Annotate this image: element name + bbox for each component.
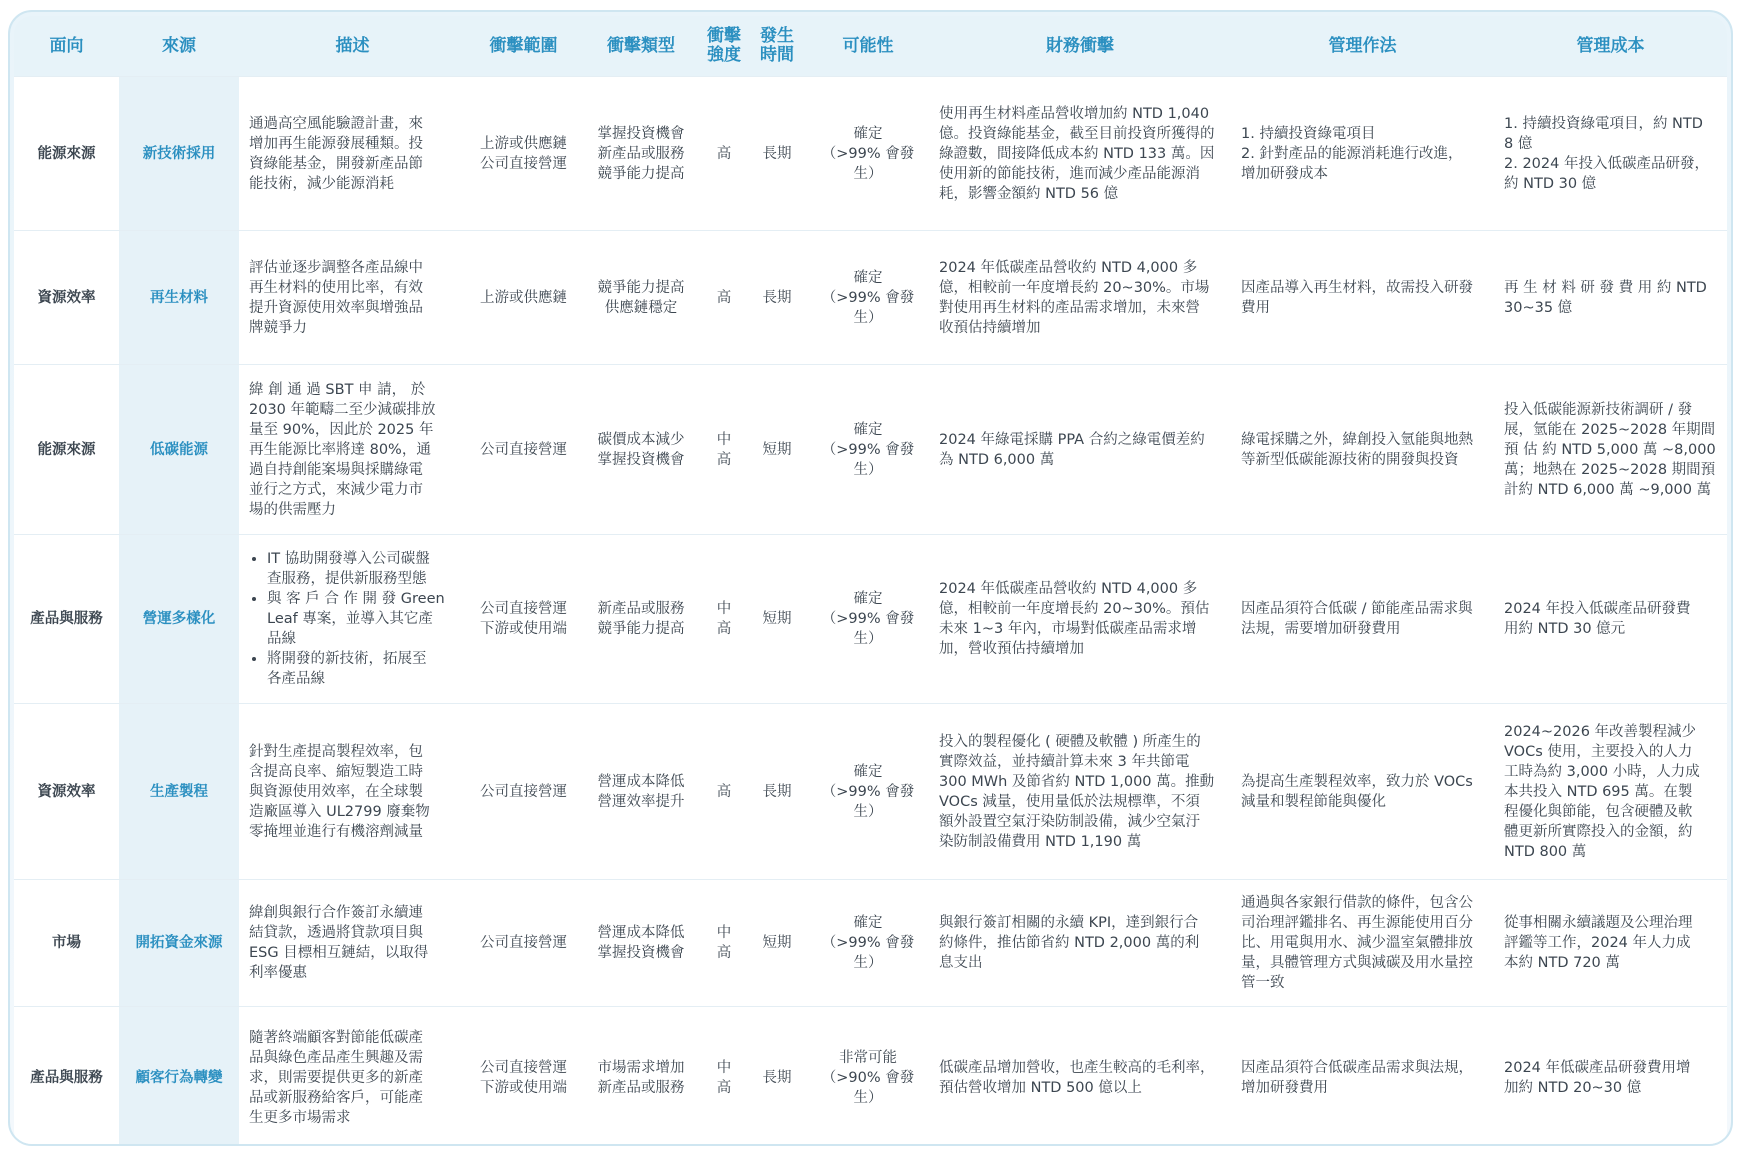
header-scope: 衝擊範圍 (466, 16, 581, 76)
table-row-financial (929, 879, 1231, 1006)
cell-type: 競爭能力提高 供應鏈穩定 (597, 279, 685, 316)
table-row-source (119, 703, 239, 879)
table-row-scope (466, 230, 581, 364)
table-row-management (1231, 364, 1494, 534)
cell-cost: 投入低碳能源新技術調研 / 發 展，氫能在 2025~2028 年期間 預 估 約 NTD 5,000 萬 ~8,000 萬；地熱在 2025~2028 期間預 計約 NTD 6,000 萬 ~9,000 萬 (1504, 401, 1716, 498)
header-financial: 財務衝擊 (929, 16, 1231, 76)
cell-cost: 2024 年低碳產品研發費用增 加約 NTD 20~30 億 (1504, 1060, 1691, 1096)
table-row-management (1231, 534, 1494, 703)
table-row-cost (1494, 879, 1727, 1006)
table-row-management (1231, 230, 1494, 364)
table-row-scope (466, 703, 581, 879)
table-row-scope (466, 364, 581, 534)
cell-timing: 短期 (762, 441, 792, 458)
cell-intensity: 中高 (716, 925, 732, 961)
cell-type: 碳價成本減少 掌握投資機會 (597, 431, 685, 468)
table-row-financial (929, 1006, 1231, 1146)
cell-type: 掌握投資機會 新產品或服務 競爭能力提高 (597, 125, 685, 182)
table-row-timing (747, 1006, 807, 1146)
table-row-management (1231, 703, 1494, 879)
cell-cost: 2024~2026 年改善製程減少 VOCs 使用，主要投入的人力 工時為約 3,000 小時，人力成 本共投入 NTD 695 萬。在製 程優化與節能，包含硬體及軟 體更新所實際投入的金額，約 NTD 800 萬 (1504, 723, 1700, 860)
cell-type: 市場需求增加 新產品或服務 (597, 1060, 685, 1096)
cell-cost: 從事相關永續議題及公理治理 評鑑等工作，2024 年人力成 本約 NTD 720 萬 (1504, 915, 1693, 971)
table-row-type (581, 230, 701, 364)
table-row-type (581, 534, 701, 703)
cell-likelihood: 確定 （>99% 會發生） (821, 421, 915, 478)
table-row-aspect (14, 703, 119, 879)
cell-description: 緯 創 通 過 SBT 申 請， 於 2030 年範疇二至少減碳排放 量至 90%，因此於 2025 年 再生能源比率將達 80%，通 過自持創能案場與採購綠電 並行之方式，來減少電力市 場的供需壓力 (249, 381, 436, 518)
table-row-likelihood (807, 230, 929, 364)
cell-aspect: 市場 (52, 935, 81, 951)
cell-management: 為提高生產製程效率，致力於 VOCs 減量和製程節能與優化 (1241, 773, 1473, 810)
table-row-source (119, 364, 239, 534)
cell-source: 再生材料 (150, 289, 208, 306)
header-intensity: 衝擊 強度 (701, 16, 747, 76)
risk-opportunity-table (14, 16, 1727, 1146)
table-row-source (119, 879, 239, 1006)
table-row-timing (747, 364, 807, 534)
table-row-timing (747, 230, 807, 364)
table-frame (8, 10, 1733, 1146)
table-row-intensity (701, 703, 747, 879)
table-row-intensity (701, 534, 747, 703)
cell-aspect: 能源來源 (37, 441, 96, 458)
cell-description: 針對生產提高製程效率，包 含提高良率、縮短製造工時 與資源使用效率，在全球製 造廠區導入 UL2799 廢棄物 零掩埋並進行有機溶劑減量 (249, 743, 430, 840)
cell-intensity: 中高 (716, 1060, 732, 1096)
cell-type: 營運成本降低 掌握投資機會 (597, 925, 685, 961)
cell-source: 生產製程 (150, 783, 208, 800)
table-row-description (239, 230, 466, 364)
header-timing: 發生 時間 (747, 16, 807, 76)
cell-source: 顧客行為轉變 (135, 1070, 223, 1086)
cell-aspect: 資源效率 (37, 783, 96, 800)
header-likelihood: 可能性 (807, 16, 929, 76)
table-row-timing (747, 703, 807, 879)
cell-aspect: 產品與服務 (30, 611, 103, 627)
table-row-management (1231, 76, 1494, 230)
cell-intensity: 中高 (716, 431, 732, 468)
table-row-timing (747, 879, 807, 1006)
cell-financial: 2024 年低碳產品營收約 NTD 4,000 多 億，相較前一年度增長約 20~30%。市場 對使用再生材料的產品需求增加，未來營 收預估持續增加 (939, 259, 1210, 336)
cell-timing: 長期 (762, 1070, 792, 1086)
table-row-likelihood (807, 364, 929, 534)
table-row-source (119, 1006, 239, 1146)
table-row-intensity (701, 230, 747, 364)
table-row-description (239, 1006, 466, 1146)
table-row-source (119, 534, 239, 703)
cell-scope: 上游或供應鏈 公司直接營運 (480, 135, 567, 172)
cell-cost: 1. 持續投資綠電項目，約 NTD 8 億 2. 2024 年投入低碳產品研發， 約 NTD 30 億 (1504, 115, 1709, 192)
cell-description: 評估並逐步調整各產品線中 再生材料的使用比率，有效 提升資源使用效率與增強品 牌競爭力 (249, 259, 423, 336)
cell-timing: 長期 (762, 145, 792, 162)
table-row-type (581, 703, 701, 879)
table-row-cost (1494, 703, 1727, 879)
table-row-scope (466, 879, 581, 1006)
table-row-aspect (14, 230, 119, 364)
cell-financial: 2024 年低碳產品營收約 NTD 4,000 多 億，相較前一年度增長約 20~30%。預估 未來 1~3 年內，市場對低碳產品需求增 加，營收預估持續增加 (939, 581, 1210, 657)
cell-financial: 與銀行簽訂相關的永續 KPI，達到銀行合 約條件，推估節省約 NTD 2,000 萬的利 息支出 (939, 915, 1200, 971)
cell-description: 隨著終端顧客對節能低碳產 品與綠色產品產生興趣及需 求，則需要提供更多的新產 品或新服務給客戶，可能產 生更多市場需求 (249, 1030, 423, 1126)
table-row-description (239, 879, 466, 1006)
table-row-timing (747, 76, 807, 230)
table-row-management (1231, 879, 1494, 1006)
header-source: 來源 (119, 16, 239, 76)
table-row-likelihood (807, 534, 929, 703)
table-row-financial (929, 534, 1231, 703)
cell-type: 新產品或服務 競爭能力提高 (597, 601, 685, 637)
cell-source: 開拓資金來源 (135, 935, 223, 951)
table-row-scope (466, 534, 581, 703)
table-row-description (239, 534, 466, 703)
cell-scope: 公司直接營運 下游或使用端 (480, 1060, 567, 1096)
header-type: 衝擊類型 (581, 16, 701, 76)
cell-intensity: 高 (716, 145, 732, 162)
table-row-financial (929, 364, 1231, 534)
cell-scope: 公司直接營運 (480, 441, 567, 458)
cell-intensity: 高 (716, 783, 732, 800)
table-row-intensity (701, 364, 747, 534)
cell-timing: 長期 (762, 289, 792, 306)
cell-management: 綠電採購之外，緯創投入氫能與地熱 等新型低碳能源技術的開發與投資 (1241, 431, 1473, 468)
table-row-timing (747, 534, 807, 703)
cell-scope: 公司直接營運 下游或使用端 (480, 601, 567, 637)
cell-management: 因產品須符合低碳 / 節能產品需求與 法規，需要增加研發費用 (1241, 601, 1473, 637)
description-bullet: • 與 客 戶 合 作 開 發 Green Leaf 專案，並導入其它產 品線 (267, 589, 445, 649)
table-row-aspect (14, 1006, 119, 1146)
cell-cost: 再 生 材 料 研 發 費 用 約 NTD 30~35 億 (1504, 279, 1707, 316)
table-row-likelihood (807, 1006, 929, 1146)
cell-aspect: 資源效率 (37, 289, 96, 306)
cell-financial: 使用再生材料產品營收增加約 NTD 1,040 億。投資綠能基金，截至目前投資所獲得的 綠證數，間接降低成本約 NTD 133 萬。因 使用新的節能技術，進而減少產品能源消 耗，影響金額約 NTD 56 億 (939, 105, 1215, 202)
table-row-likelihood (807, 703, 929, 879)
table-row-scope (466, 1006, 581, 1146)
table-row-cost (1494, 1006, 1727, 1146)
cell-scope: 公司直接營運 (480, 783, 567, 800)
table-row-type (581, 76, 701, 230)
table-row-cost (1494, 534, 1727, 703)
header-description: 描述 (239, 16, 466, 76)
table-row-management (1231, 1006, 1494, 1146)
table-row-aspect (14, 879, 119, 1006)
table-row-description (239, 364, 466, 534)
table-row-intensity (701, 76, 747, 230)
cell-aspect: 產品與服務 (30, 1070, 103, 1086)
description-bullet-list (249, 549, 445, 689)
table-row-cost (1494, 76, 1727, 230)
table-row-source (119, 76, 239, 230)
cell-management: 通過與各家銀行借款的條件，包含公 司治理評鑑排名、再生源能使用百分 比、用電與用水、減少溫室氣體排放 量，具體管理方式與減碳及用水量控 管一致 (1241, 895, 1473, 991)
table-row-cost (1494, 364, 1727, 534)
table-row-type (581, 364, 701, 534)
description-bullet: • 將開發的新技術，拓展至 各產品線 (267, 649, 445, 689)
table-row-likelihood (807, 76, 929, 230)
cell-financial: 投入的製程優化 ( 硬體及軟體 ) 所產生的 實際效益，並持續計算未來 3 年共節電 300 MWh 及節省約 NTD 1,000 萬。推動 VOCs 減量，使用量低於法規標準，不須 額外設置空氣汙染防制設備，減少空氣汙 染防制設備費用 NTD 1,190 萬 (939, 733, 1215, 850)
cell-aspect: 能源來源 (37, 145, 96, 162)
cell-source: 營運多樣化 (142, 611, 216, 627)
cell-cost: 2024 年投入低碳產品研發費 用約 NTD 30 億元 (1504, 601, 1691, 637)
cell-likelihood: 確定 （>99% 會發生） (821, 915, 915, 971)
table-row-type (581, 879, 701, 1006)
table-row-aspect (14, 364, 119, 534)
cell-description: 通過高空風能驗證計畫，來 增加再生能源發展種類。投 資綠能基金，開發新產品節 能技術，減少能源消耗 (249, 115, 423, 192)
cell-financial: 低碳產品增加營收，也產生較高的毛利率， 預估營收增加 NTD 500 億以上 (939, 1060, 1215, 1096)
table-row-cost (1494, 230, 1727, 364)
cell-likelihood: 非常可能 （>90% 會發生） (821, 1050, 915, 1106)
table-row-type (581, 1006, 701, 1146)
table-row-scope (466, 76, 581, 230)
cell-timing: 長期 (762, 783, 792, 800)
table-row-intensity (701, 879, 747, 1006)
table-row-source (119, 230, 239, 364)
cell-intensity: 中高 (716, 601, 732, 637)
cell-source: 新技術採用 (142, 145, 216, 162)
cell-intensity: 高 (716, 289, 732, 306)
cell-likelihood: 確定 （>99% 會發生） (821, 125, 915, 182)
cell-likelihood: 確定 （>99% 會發生） (821, 763, 915, 820)
cell-management: 因產品導入再生材料，故需投入研發 費用 (1241, 279, 1473, 316)
table-row-financial (929, 76, 1231, 230)
cell-financial: 2024 年綠電採購 PPA 合約之綠電價差約 為 NTD 6,000 萬 (939, 431, 1205, 468)
header-aspect: 面向 (14, 16, 119, 76)
cell-management: 1. 持續投資綠電項目 2. 針對產品的能源消耗進行改進， 增加研發成本 (1241, 125, 1463, 182)
table-row-financial (929, 230, 1231, 364)
cell-timing: 短期 (762, 611, 792, 627)
table-row-description (239, 76, 466, 230)
header-management: 管理作法 (1231, 16, 1494, 76)
cell-source: 低碳能源 (150, 441, 208, 458)
cell-scope: 上游或供應鏈 (480, 289, 567, 306)
cell-type: 營運成本降低 營運效率提升 (597, 773, 685, 810)
table-row-aspect (14, 76, 119, 230)
table-row-aspect (14, 534, 119, 703)
cell-timing: 短期 (762, 935, 792, 951)
description-bullet: • IT 協助開發導入公司碳盤 查服務，提供新服務型態 (267, 549, 445, 589)
cell-management: 因產品須符合低碳產品需求與法規， 增加研發費用 (1241, 1060, 1473, 1096)
cell-likelihood: 確定 （>99% 會發生） (821, 591, 915, 647)
cell-likelihood: 確定 （>99% 會發生） (821, 269, 915, 326)
table-row-intensity (701, 1006, 747, 1146)
table-row-description (239, 703, 466, 879)
cell-scope: 公司直接營運 (480, 935, 567, 951)
cell-description: 緯創與銀行合作簽訂永續連 結貸款，透過將貸款項目與 ESG 目標相互鏈結，以取得 利率優惠 (249, 905, 429, 981)
table-row-financial (929, 703, 1231, 879)
header-cost: 管理成本 (1494, 16, 1727, 76)
table-row-likelihood (807, 879, 929, 1006)
